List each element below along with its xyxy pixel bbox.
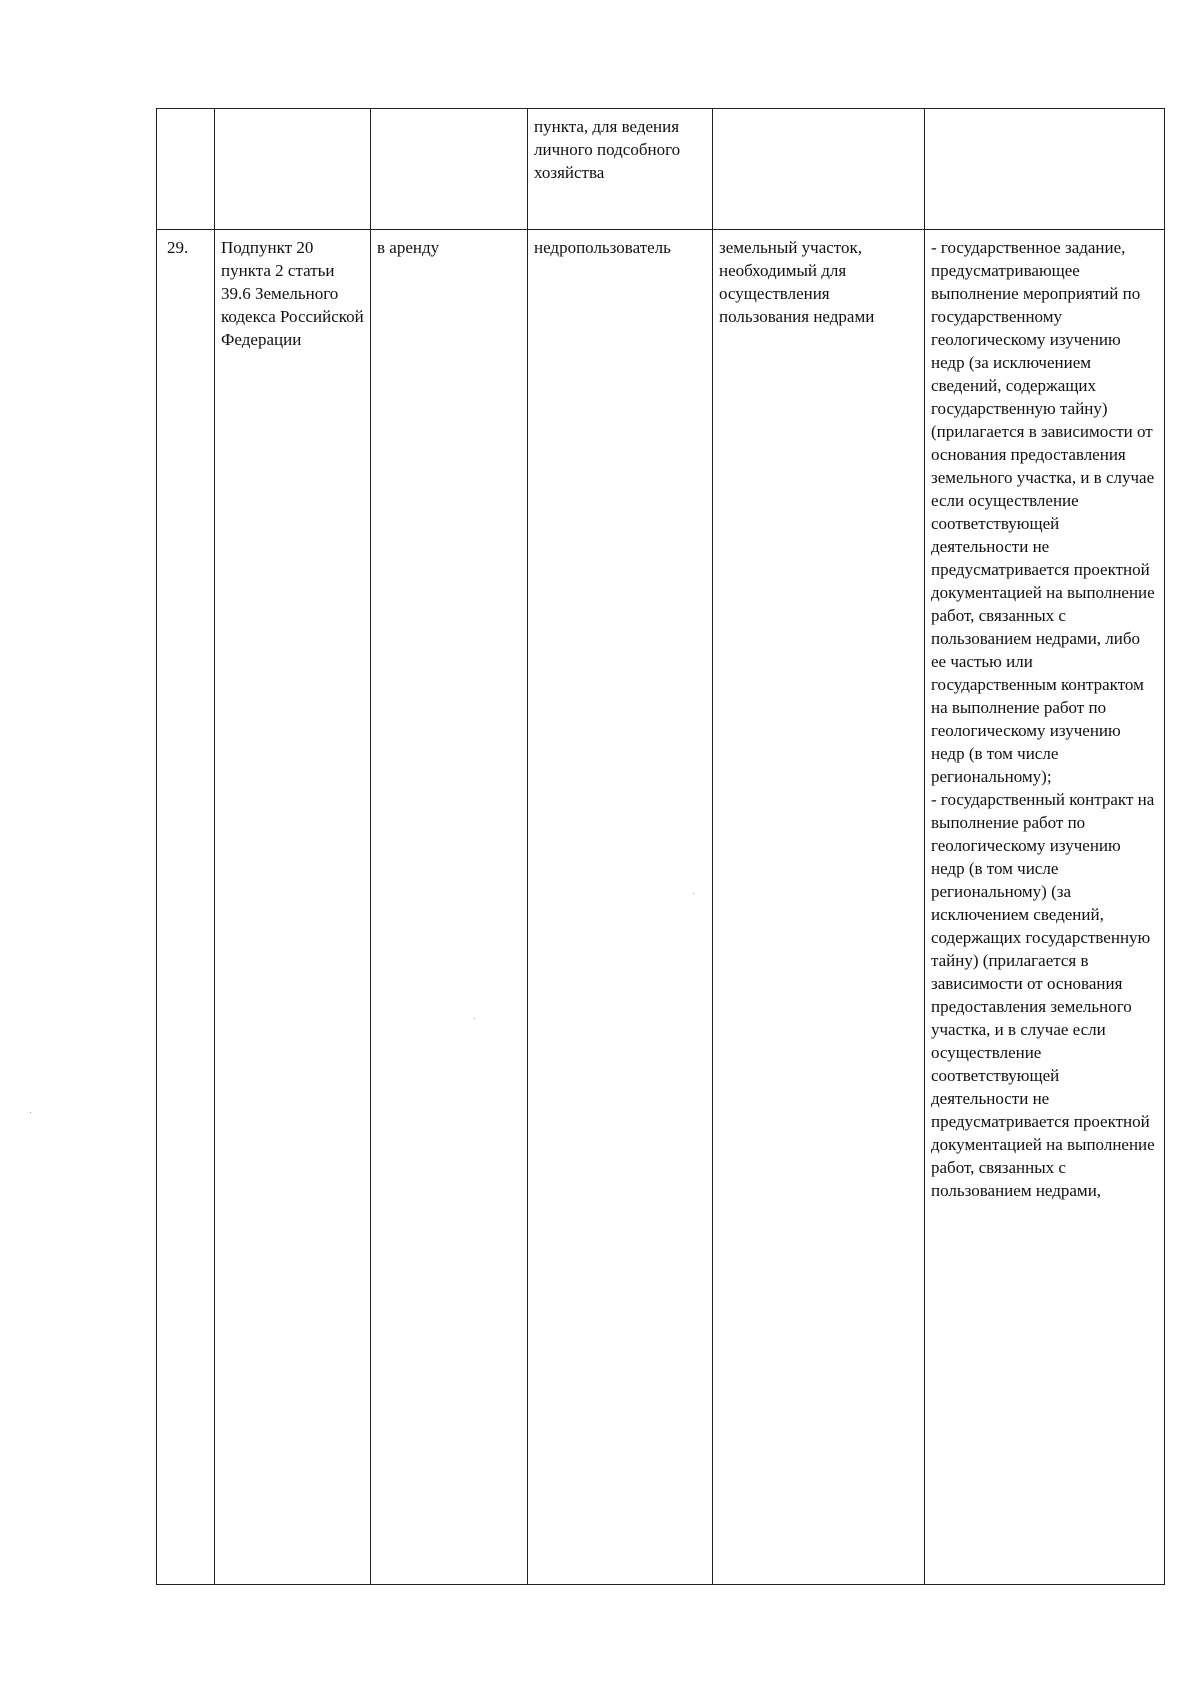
cell-applicant-continuation: пункта, для ведения личного подсобного хозяйства: [528, 109, 713, 230]
cell-land-plot: земельный участок, необходимый для осуществления пользования недрами: [713, 230, 925, 1585]
cell-number-empty: [157, 109, 215, 230]
document-item-state-contract: - государственный контракт на выполнение работ по геологическому изучению недр (в том числе региональному) (за исключением сведений, содержащих государственную тайну) (прилагается в зависимости от основания предоставления земельного участка, и в случае если осуществление соответствующей деятельности не предусматривается проектной документацией на выполнение работ, связанных с пользованием недрами,: [931, 790, 1155, 1200]
table-row-continuation: [157, 109, 1165, 230]
cell-applicant: недропользователь: [528, 230, 713, 1585]
document-item-state-assignment: - государственное задание, предусматривающее выполнение мероприятий по государственному геологическому изучению недр (за исключением сведений, содержащих государственную тайну) (прилагается в зависимости от основания предоставления земельного участка, и в случае если осуществление соответствующей деятельности не предусматривается проектной документацией на выполнение работ, связанных с пользованием недрами, либо ее частью или государственным контрактом на выполнение работ по геологическому изучению недр (в том числе региональному);: [931, 238, 1155, 786]
scan-speck: [30, 1112, 31, 1113]
cell-required-documents: [925, 230, 1165, 1585]
cell-legal-basis: Подпункт 20 пункта 2 статьи 39.6 Земельного кодекса Российской Федерации: [215, 230, 371, 1585]
cell-land-plot-empty: [713, 109, 925, 230]
land-provision-table: [156, 108, 1165, 1585]
cell-right-type-empty: [371, 109, 528, 230]
cell-right-type: в аренду: [371, 230, 528, 1585]
scan-speck: [693, 893, 694, 894]
table-row-29: [157, 230, 1165, 1585]
scan-speck: [474, 1018, 475, 1019]
cell-documents-empty: [925, 109, 1165, 230]
cell-legal-basis-empty: [215, 109, 371, 230]
row-number: 29.: [157, 230, 215, 1585]
